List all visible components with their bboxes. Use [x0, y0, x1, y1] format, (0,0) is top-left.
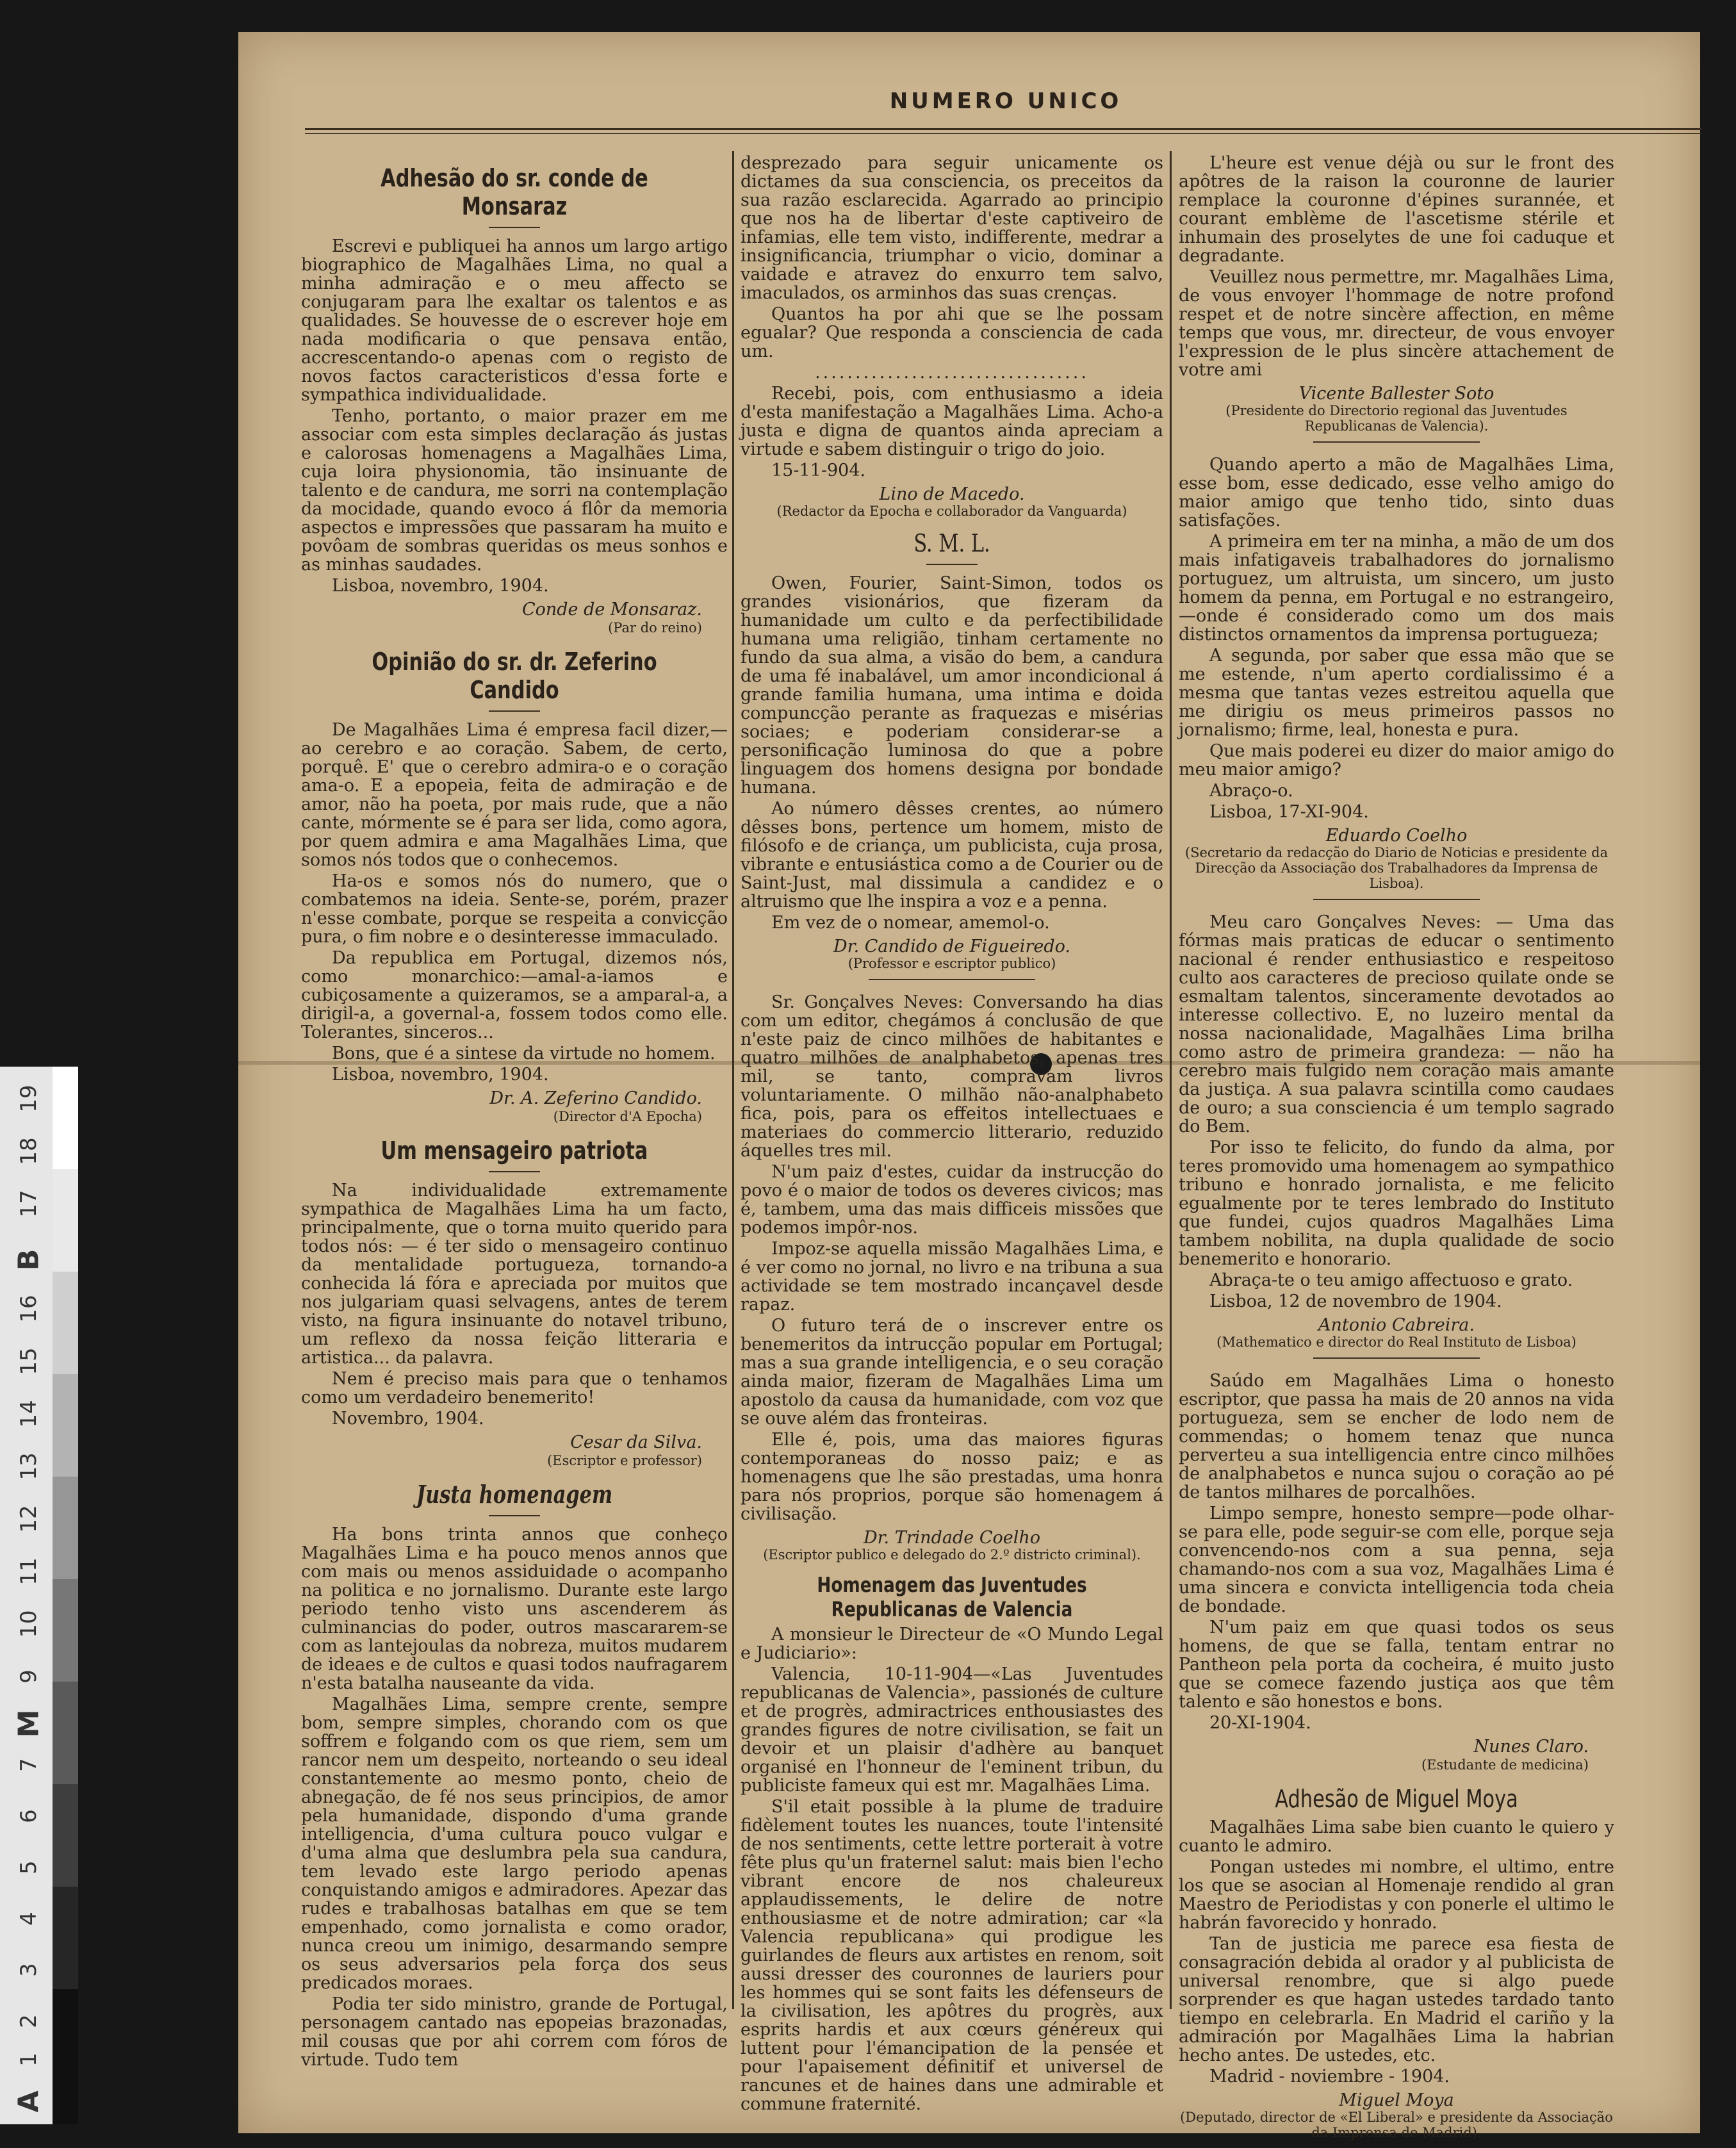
scale-number: 14 [16, 1400, 42, 1428]
article-title: Justa homenagem [416, 1480, 613, 1509]
scale-number: 6 [16, 1809, 42, 1823]
paragraph: Em vez de o nomear, amemol-o. [771, 913, 1050, 933]
author-role: (Mathematico e director do Real Instituto de Lisboa) [1216, 1334, 1576, 1350]
signature: Miguel Moya [1339, 2090, 1454, 2110]
paragraph: Magalhães Lima sabe bien cuanto le quiero y cuanto le admiro. [1179, 1817, 1614, 1856]
scale-number: 5 [16, 1860, 42, 1874]
scale-number: 11 [16, 1557, 42, 1586]
article-title: Opinião do sr. dr. Zeferino Candido [372, 648, 657, 704]
paragraph: Recebi, pois, com enthusiasmo a ideia d'esta manifestação a Magalhães Lima. Acho-a justa e digna de quantos ainda apreciam a virtude e sabem distinguir o trigo do joio. [741, 384, 1163, 459]
paragraph: Que mais poderei eu dizer do maior amigo do meu maior amigo? [1179, 741, 1614, 780]
paragraph: Veuillez nous permettre, mr. Magalhães Lima, de vous envoyer l'hommage de notre profond respet et de notre sincère affection, en même temps que vous, mr. directeur, de vous envoyer l'expression de le plus sincère attachement de votre ami [1179, 267, 1614, 380]
paragraph: Valencia, 10-11-904—«Las Juventudes republicanas de Valencia», passionés de culture et de progrès, admiractrices enthousiastes des grandes figures de notre civilisation, se fait un devoir et un plaisir d'adhère au banquet organisé en l'honneur de l'eminent tribun, du publiciste fameux qui est mr. Magalhães Lima. [741, 1664, 1163, 1796]
author-role: (Presidente do Directorio regional das Juventudes Republicanas de Valencia). [1225, 403, 1568, 434]
scale-number: 3 [16, 1963, 42, 1977]
section-separator [1313, 441, 1480, 443]
paragraph: N'um paiz em que quasi todos os seus homens, de que se falla, tentam entrar no Pantheon pela porta da cocheira, é muito justo que se comece fazendo justiça aos que têm talento e são honestos e bons. [1179, 1618, 1614, 1712]
paragraph: Ha-os e somos nós do numero, que o combatemos na ideia. Sente-se, porém, prazer n'esse combate, porque se respeita a convicção pura, o fim nobre e o desinteresse immaculado. [301, 871, 728, 947]
author-role: (Escriptor e professor) [547, 1453, 702, 1468]
article-title: Adhesão de Miguel Moya [1275, 1785, 1518, 1813]
author-role: (Professor e escriptor publico) [848, 956, 1056, 971]
column-3 [1179, 154, 1614, 2148]
paragraph: Limpo sempre, honesto sempre—pode olhar-se para elle, pode seguir-se com elle, porque seja convencendo-nos com a sua penna, seja chamando-nos com a sua voz, Magalhães Lima é uma sincera e convicta intelligencia toda cheia de bondade. [1179, 1504, 1614, 1616]
paragraph: Meu caro Gonçalves Neves: — Uma das fórmas mais praticas de educar o sentimento nacional é render enthusiastico e respeitoso culto aos caracteres de precioso quilate onde se esmaltam talentos, sinceramente devotados ao interesse collectivo. E, no luzeiro mental da nossa nacionalidade, Magalhães Lima brilha como astro de primeira grandeza: — não ha cerebro mais fulgido nem coração mais amante da justiça. A sua palavra scintilla como caudaes de ouro; a sua consciencia é um templo sagrado do Bem. [1179, 912, 1614, 1136]
paragraph: A segunda, por saber que essa mão que se me estende, n'um aperto cordialissimo é a mesma que tantas vezes estreitou aquella que me dirigiu os meus primeiros passos no jornalismo; firme, leal, honesta e pura. [1179, 646, 1614, 740]
paragraph: A primeira em ter na minha, a mão de um dos mais infatigaveis trabalhadores do jornalismo portuguez, um altruista, um sincero, um justo homem da penna, em Portugal e no estrangeiro,—onde é considerado como um dos mais distinctos ornamentos da imprensa portugueza; [1179, 532, 1614, 644]
signature: Eduardo Coelho [1325, 826, 1468, 846]
scale-number: 1 [16, 2053, 42, 2067]
dateline: Novembro, 1904. [332, 1409, 484, 1429]
paragraph: Quando aperto a mão de Magalhães Lima, esse bom, esse dedicado, esse velho amigo do maior amigo que tenho tido, sinto duas satisfações. [1179, 455, 1614, 530]
author-role: (Par do reino) [608, 620, 702, 635]
paragraph: Magalhães Lima, sempre crente, sempre bom, sempre simples, chorando com os que soffrem e folgando com os que riem, sem um rancor nem um despeito, norteando o seu ideal constantemente ao mesmo ponto, cheio de abnegação, de fé nos seus principios, de amor pela humanidade, dispondo d'uma grande intelligencia, d'uma cultura pouco vulgar e d'uma alma que deslumbra pela sua candura, tem levado este largo periodo apenas conquistando amigos e admiradores. Apezar das rudes e trabalhosas batalhas em que se tem empenhado, como jornalista e como orador, nunca creou um inimigo, desarmando sempre os seus adversarios pela força dos seus predicados moraes. [301, 1694, 728, 1993]
author-role: (Escriptor publico e delegado do 2.º districto criminal). [763, 1547, 1141, 1562]
author-role: (Estudante de medicina) [1421, 1757, 1589, 1773]
scale-number: 2 [16, 2014, 42, 2028]
title-dash [489, 227, 540, 228]
signature: Cesar da Silva. [570, 1432, 702, 1452]
title-dash [926, 564, 978, 565]
paragraph: Nem é preciso mais para que o tenhamos como um verdadeiro benemerito! [301, 1369, 728, 1407]
masthead-rule [305, 128, 1701, 130]
paragraph: L'heure est venue déjà ou sur le front des apôtres de la raison la couronne de laurier remplace la couronne d'épines surannée, et courant emblème de l'ascetisme stérile et inhumain des proselytes de une foi caduque et degradante. [1179, 153, 1614, 266]
paragraph: Abraça-te o teu amigo affectuoso e grato. [1209, 1270, 1573, 1290]
scale-swatch [53, 1374, 78, 1477]
dotted-separator: .................................. [815, 363, 1089, 382]
scale-swatch [53, 1579, 78, 1682]
paragraph: Owen, Fourier, Saint-Simon, todos os grandes visionários, que fizeram da humanidade um culto e da perfectibilidade humana uma religião, tinham certamente no fundo da sua alma, a visão do bem, a candura de uma fé inabalável, um amor incondicional á grande familia humana, uma intima e doida compuncção perante as fraquezas e misérias sociaes; e poderiam considerar-se a personificação luminosa do que a pobre linguagem dos homens designa por bondade humana. [741, 573, 1163, 798]
column-2 [741, 154, 1163, 2116]
scale-swatch [53, 1989, 78, 2124]
dateline: 20-XI-1904. [1209, 1713, 1311, 1733]
dateline: Lisboa, novembro, 1904. [332, 576, 549, 596]
scale-number: 15 [16, 1347, 42, 1375]
paragraph: A monsieur le Directeur de «O Mundo Legal e Judiciario»: [741, 1625, 1163, 1663]
paragraph: Bons, que é a sintese da virtude no homem. [332, 1044, 716, 1063]
column-1 [301, 154, 728, 2072]
column-rule [1170, 151, 1172, 2009]
article-title: S. M. L. [913, 529, 990, 557]
title-dash [489, 1515, 540, 1516]
paragraph: Sr. Gonçalves Neves: Conversando ha dias com um editor, chegámos á conclusão de que n'este paiz de cinco milhões de habitantes e quatro milhões de analphabetos, apenas tres mil, se tanto, compravam livros voluntariamente. O milhão não-analphabeto fica, pois, para os effeitos intellectuaes e materiaes do commercio litterario, reduzido áquelles tres mil. [741, 992, 1163, 1161]
dateline: Lisboa, novembro, 1904. [332, 1065, 549, 1085]
scale-number: 16 [16, 1295, 42, 1323]
scale-number: 9 [16, 1669, 42, 1684]
scale-number: 13 [16, 1452, 42, 1480]
masthead: NUMERO UNICO [889, 88, 1122, 114]
paragraph: desprezado para seguir unicamente os dictames da sua consciencia, os preceitos da sua razão esclarecida. Agarrado ao principio que nos ha de libertar d'este captiveiro de infamias, elle tem visto, indifferente, medrar a insignificancia, triumphar o vicio, dominar a vaidade e atravez do enxurro tem salvo, imaculados, os arminhos das suas crenças. [741, 153, 1163, 303]
paragraph: Tan de justicia me parece esa fiesta de consagración debida al orador y al publicista de universal renombre, que si algo puede sorprender es que hagan ustedes tardado tanto tiempo en celebrarla. En Madrid el cariño y la admiración por Magalhães Lima la habrian hecho antes. De ustedes, etc. [1179, 1934, 1614, 2065]
paragraph: Podia ter sido ministro, grande de Portugal, personagem cantado nas epopeias brazonadas, mil cousas que por ahi correm com fóros de virtude. Tudo tem [301, 1994, 728, 2070]
title-dash [489, 710, 540, 712]
paragraph: Ao número dêsses crentes, ao número dêsses bons, pertence um homem, misto de filósofo e de criança, um publicista, cuja prosa, vibrante e entusiástica como a de Courier ou de Saint-Just, mal dissimula a candidez e o altruismo que lhe inspira a voz e a penna. [741, 799, 1163, 912]
article-title: Adhesão do sr. conde de Monsaraz [381, 164, 648, 220]
scale-swatch [53, 1784, 78, 1887]
paragraph: Abraço-o. [1209, 781, 1293, 801]
scale-mark: A [12, 2090, 45, 2113]
signature: Dr. Trindade Coelho [863, 1528, 1041, 1548]
scale-swatch [53, 1887, 78, 1989]
signature: Antonio Cabreira. [1318, 1315, 1475, 1335]
scale-swatch [53, 1067, 78, 1169]
masthead-rule [305, 133, 1701, 134]
paragraph: Pongan ustedes mi nombre, el ultimo, entre los que se asocian al Homenaje rendido al gran Maestro de Periodistas y con ponerle el ultimo le habrán favorecido y honrado. [1179, 1857, 1614, 1933]
scale-swatch [53, 1682, 78, 1784]
section-separator [869, 979, 1035, 980]
signature: Nunes Claro. [1473, 1737, 1589, 1757]
scale-number: 4 [16, 1912, 42, 1926]
title-dash [489, 1171, 540, 1172]
scale-mark: B [12, 1249, 45, 1271]
paragraph: Saúdo em Magalhães Lima o honesto escriptor, que passa ha mais de 20 annos na vida portugueza, sem se encher de lodo nem de commendas; o homem tenaz que nunca perverteu a sua intelligencia entre cinco milhões de analphabetos e nunca sujou o coração ao pé de tantos milhares de porcalhões. [1179, 1371, 1614, 1502]
paragraph: Da republica em Portugal, dizemos nós, como monarchico:—amal-a-iamos e cubiçosamente a quizeramos, se a amparal-a, a dirigil-a, a governal-a, fossem todos como elle. Tolerantes, sinceros... [301, 948, 728, 1042]
signature: Conde de Monsaraz. [521, 600, 702, 619]
paragraph: De Magalhães Lima é empresa facil dizer,—ao cerebro e ao coração. Sabem, de certo, porquê. E' que o cerebro admira-o e o coração ama-o. E a epopeia, feita de admiração e de amor, não ha poeta, por mais rude, que a não cante, mórmente se é para ser lida, como agora, por quem admira e ama Magalhães Lima, que somos nós todos que o conhecemos. [301, 720, 728, 870]
article-title: Um mensageiro patriota [381, 1136, 648, 1165]
signature: Vicente Ballester Soto [1298, 384, 1494, 404]
dateline: Lisboa, 17-XI-904. [1209, 802, 1369, 822]
scale-number: 7 [16, 1758, 42, 1772]
paragraph: N'um paiz d'estes, cuidar da instrucção do povo é o maior de todos os deveres civicos; mas é, tambem, uma das mais difficeis missões que podemos impôr-nos. [741, 1162, 1163, 1238]
paragraph: Quantos ha por ahi que se lhe possam egualar? Que responda a consciencia de cada um. [741, 304, 1163, 361]
scale-number: 17 [16, 1190, 42, 1218]
paragraph: S'il etait possible à la plume de traduire fidèlement toutes les nuances, toute l'intensité de nos sentiments, cette lettre porterait à votre fête plus qu'un fraternel salut: mais bien l'echo vibrant encore de nos chaleureux applaudissements, le delire de notre enthousiasme et de notre admiration; car «la Valencia republicana» qui prodigue les guirlandes de fleurs aux artistes en renom, soit aussi dresser des couronnes de lauriers pour les hommes qui se sont faits les défenseurs de la civilisation, les apôtres du progrès, aux esprits hardis et aux cœurs généreux qui luttent pour l'émancipation de la pensée et pour l'apaisement définitif et universel de rancunes et de haines dans une admirable et commune fraternité. [741, 1797, 1163, 2114]
dateline: Madrid - noviembre - 1904. [1209, 2067, 1450, 2087]
scale-number: 19 [16, 1085, 42, 1113]
scale-mark: M [12, 1709, 45, 1738]
scale-number: 12 [16, 1505, 42, 1533]
scale-swatch [53, 1272, 78, 1374]
signature: Lino de Macedo. [879, 484, 1025, 504]
paragraph: Elle é, pois, uma das maiores figuras contemporaneas do nosso paiz; e as homenagens que lhe são prestadas, uma honra para nós proprios, porque são homenagem á civilisação. [741, 1430, 1163, 1524]
author-role: (Redactor da Epocha e collaborador da Vanguarda) [776, 504, 1127, 519]
paragraph: Escrevi e publiquei ha annos um largo artigo biographico de Magalhães Lima, no qual a minha admiração e o meu affecto se conjugaram para lhe exaltar os talentos e as qualidades. Se houvesse de o escrever hoje em nada modificaria o que pensava então, accrescentando-o apenas com o registo de novos factos caracteristicos d'essa forte e sympathica individualidade. [301, 236, 728, 405]
article-title: Homenagem das Juventudes Republicanas de Valencia [817, 1573, 1087, 1621]
paragraph: Na individualidade extremamente sympathica de Magalhães Lima ha um facto, principalmente, que o torna muito querido para todos nós: — é ter sido o mensageiro continuo da mentalidade portugueza, tornando-a conhecida lá fóra e apreciada por muitos que nos julgariam quasi selvagens, antes de terem visto, na figura insinuante do notavel tribuno, um reflexo da nossa feição litteraria e artistica... da palavra. [301, 1181, 728, 1368]
author-role: (Secretario da redacção do Diario de Noticias e presidente da Direcção da Associação dos Trabalhadores da Imprensa de Lisboa). [1184, 845, 1609, 891]
scale-swatch [53, 1169, 78, 1272]
paragraph: Impoz-se aquella missão Magalhães Lima, e é ver como no jornal, no livro e na tribuna a sua actividade se tem mostrado incançavel desde rapaz. [741, 1239, 1163, 1315]
paragraph: Ha bons trinta annos que conheço Magalhães Lima e ha pouco menos annos que com mais ou menos assiduidade o acompanho na politica e no jornalismo. Durante este largo periodo tenho visto uns ascenderem ás culminancias do poder, outros mascararem-se com as lantejoulas da nobreza, muitos mudarem de ideaes e de cultos e quasi todos naufragarem n'esta batalha nauseante da vida. [301, 1525, 728, 1693]
scale-number: 10 [16, 1610, 42, 1638]
archival-color-scale [0, 1067, 53, 2124]
paragraph: Tenho, portanto, o maior prazer em me associar com esta simples declaração ás justas e calorosas homenagens a Magalhães Lima, cuja loira physionomia, tão insinuante de talento e de candura, me sorri na contemplação da mocidade, quando evoco á flôr da memoria aspectos e impressões que passaram ha muito e povôam de sombras queridas os meus sonhos e as minhas saudades. [301, 406, 728, 575]
signature: Dr. Candido de Figueiredo. [833, 937, 1070, 956]
signature: Dr. A. Zeferino Candido. [489, 1088, 702, 1108]
scale-number: 18 [16, 1137, 42, 1165]
paragraph: Por isso te felicito, do fundo da alma, por teres promovido uma homenagem ao sympathico tribuno e honrado jornalista, e me felicito egualmente por te teres lembrado do Instituto que fundei, cujos quadros Magalhães Lima tambem nobilita, na dupla qualidade de socio benemerito e honorario. [1179, 1138, 1614, 1269]
author-role: (Deputado, director de «El Liberal» e presidente da Associação da Imprensa de Madrid). [1180, 2110, 1613, 2140]
scale-swatch [53, 1477, 78, 1579]
dateline: 15-11-904. [771, 461, 866, 480]
section-separator [1313, 1357, 1480, 1359]
dateline: Lisboa, 12 de novembro de 1904. [1209, 1291, 1502, 1311]
paragraph: O futuro terá de o inscrever entre os benemeritos da intrucção popular em Portugal; mas a sua grande intelligencia, e o seu coração ainda maior, fizeram de Magalhães Lima um apostolo da causa da humanidade, com voz que se ouve além das fronteiras. [741, 1316, 1163, 1429]
section-separator [1313, 899, 1480, 900]
column-rule [732, 151, 734, 2009]
author-role: (Director d'A Epocha) [553, 1109, 702, 1124]
